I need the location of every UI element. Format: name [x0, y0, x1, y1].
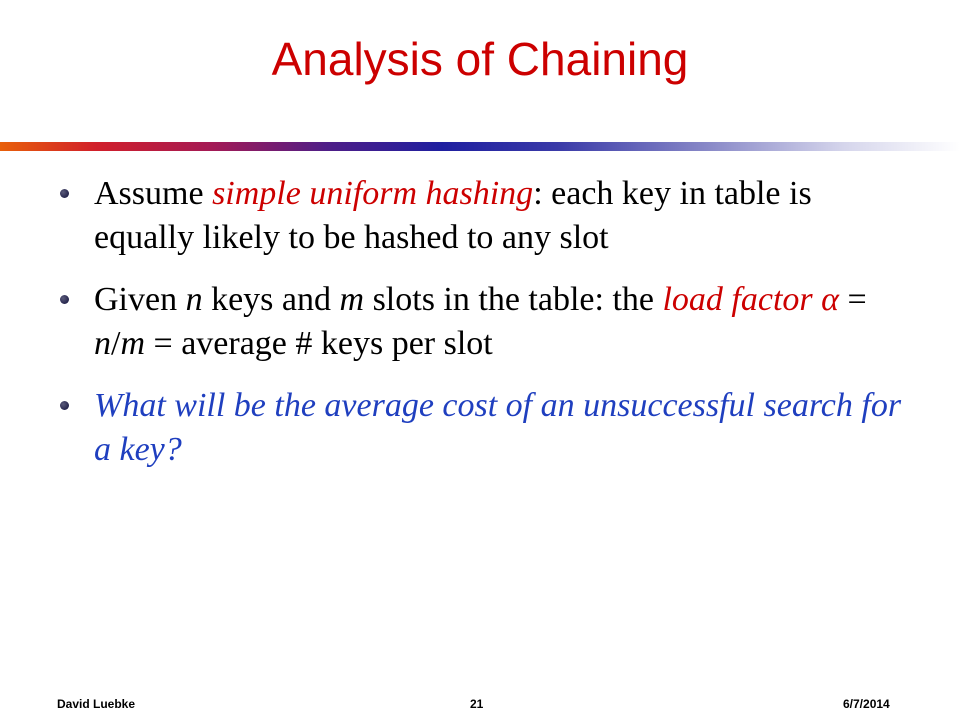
bullet-2-part: slots in the table: the — [364, 281, 663, 318]
variable-n: n — [185, 281, 203, 318]
bullet-text — [94, 278, 916, 366]
bullet-list — [56, 172, 916, 490]
bullet-text — [94, 172, 916, 260]
bullet-2-part: / — [111, 325, 121, 362]
bullet-item-2 — [56, 278, 916, 366]
bullet-dot-icon — [60, 295, 69, 304]
slide-title: Analysis of Chaining — [271, 33, 689, 85]
footer-date: 6/7/2014 — [843, 697, 890, 711]
bullet-1-suffix: : each key in table is equally likely to be hashed to any slot — [94, 175, 812, 256]
bullet-2-part: Given — [94, 281, 186, 318]
footer-author: David Luebke — [57, 697, 136, 711]
footer-page-number: 21 — [470, 697, 484, 711]
bullet-dot-icon — [60, 189, 69, 198]
variable-m: m — [339, 281, 365, 318]
variable-n: n — [94, 325, 111, 362]
load-factor-term: load factor — [662, 281, 822, 318]
bullet-1-emphasis: simple uniform hashing — [212, 175, 534, 212]
bullet-1-prefix: Assume — [94, 175, 213, 212]
bullet-question: What will be the average cost of an unsuccessful search for a key? — [94, 387, 902, 468]
bullet-2-part: = — [839, 281, 867, 318]
title-underline-gradient — [0, 142, 960, 151]
bullet-dot-icon — [60, 401, 69, 410]
bullet-2-part: = average # keys per slot — [145, 325, 493, 362]
bullet-2-part: keys and — [202, 281, 340, 318]
bullet-item-1 — [56, 172, 916, 260]
variable-m: m — [120, 325, 146, 362]
alpha-symbol: α — [821, 281, 840, 318]
bullet-item-3 — [56, 384, 916, 472]
